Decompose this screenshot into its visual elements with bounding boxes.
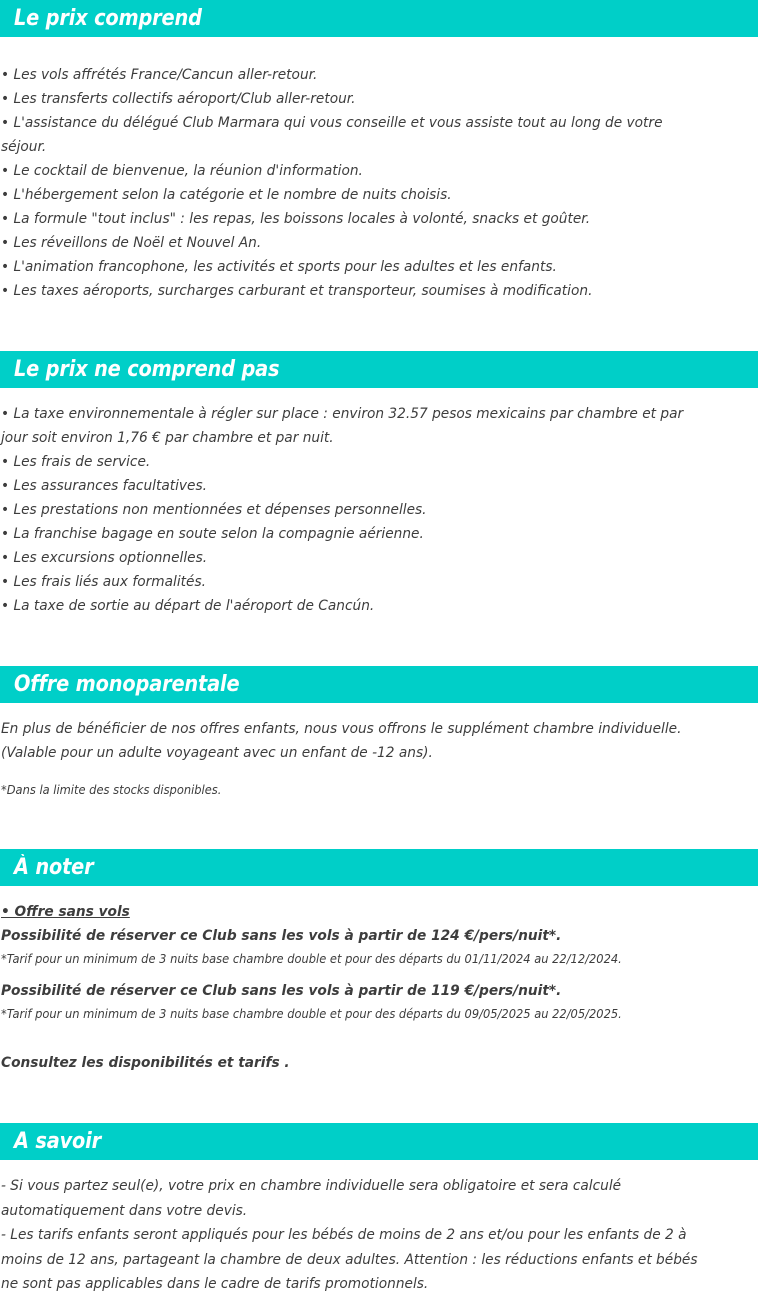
- section-header-le-prix-ne-comprend-pas: [0, 351, 758, 388]
- list-item: • Le cocktail de bienvenue, la réunion d'information.: [1, 162, 363, 179]
- section-title: Le prix ne comprend pas: [14, 356, 280, 382]
- offer-price-spring: Possibilité de réserver ce Club sans les vols à partir de 119 €/pers/nuit*.: [1, 982, 562, 999]
- section-title: A savoir: [14, 1128, 102, 1154]
- section-title: À noter: [14, 854, 94, 880]
- spacer: [1, 1025, 748, 1051]
- section-title: Le prix comprend: [14, 5, 202, 31]
- spacer: [0, 303, 758, 351]
- section-header-a-savoir: [0, 1123, 758, 1160]
- paragraph: (Valable pour un adulte voyageant avec un enfant de -12 ans).: [1, 744, 433, 761]
- list-item: • Les excursions optionnelles.: [1, 549, 208, 566]
- spacer: [0, 1160, 758, 1174]
- footnote: *Dans la limite des stocks disponibles.: [1, 783, 222, 797]
- list-item: • Les prestations non mentionnées et dépenses personnelles.: [1, 501, 427, 518]
- section-body-a-savoir: [0, 1174, 758, 1297]
- list-item: • Les assurances facultatives.: [1, 477, 208, 494]
- paragraph: En plus de bénéficier de nos offres enfants, nous vous offrons le supplément chambre individuelle.: [1, 720, 682, 737]
- section-header-a-noter: [0, 849, 758, 886]
- spacer: [0, 703, 758, 717]
- spacer: [0, 388, 758, 402]
- section-body-le-prix-comprend: [0, 63, 758, 303]
- list-item: • Les frais liés aux formalités.: [1, 573, 206, 590]
- section-header-offre-monoparentale: [0, 666, 758, 703]
- spacer: [0, 37, 758, 63]
- spacer: [0, 886, 758, 900]
- list-item: • La taxe environnementale à régler sur place : environ 32.57 pesos mexicains par chambre et par jour soit environ 1,76 € par chambre et par nuit.: [1, 405, 684, 446]
- spacer: [0, 618, 758, 666]
- spacer: [0, 1075, 758, 1123]
- section-header-le-prix-comprend: [0, 0, 758, 37]
- list-item: • Les réveillons de Noël et Nouvel An.: [1, 234, 262, 251]
- list-item: • Les taxes aéroports, surcharges carburant et transporteur, soumises à modification.: [1, 282, 593, 299]
- spacer: [1, 970, 748, 979]
- list-item: • Les frais de service.: [1, 453, 151, 470]
- list-item: • La formule "tout inclus" : les repas, les boissons locales à volonté, snacks et goûter.: [1, 210, 591, 227]
- list-item: • La taxe de sortie au départ de l'aéroport de Cancún.: [1, 597, 375, 614]
- spacer: [0, 801, 758, 849]
- section-body-offre-monoparentale: [0, 717, 758, 801]
- spacer: [1, 765, 748, 779]
- list-item: • L'animation francophone, les activités et sports pour les adultes et les enfants.: [1, 258, 557, 275]
- section-title: Offre monoparentale: [14, 671, 240, 697]
- offer-note-spring: *Tarif pour un minimum de 3 nuits base chambre double et pour des départs du 09/05/2025 au 22/05/2025.: [1, 1007, 622, 1021]
- list-item: • L'hébergement selon la catégorie et le nombre de nuits choisis.: [1, 186, 452, 203]
- list-item: • Les transferts collectifs aéroport/Club aller-retour.: [1, 90, 356, 107]
- list-item: • L'assistance du délégué Club Marmara qui vous conseille et vous assiste tout au long de votre séjour.: [1, 114, 663, 155]
- list-item: • La franchise bagage en soute selon la compagnie aérienne.: [1, 525, 424, 542]
- offer-note-winter: *Tarif pour un minimum de 3 nuits base chambre double et pour des départs du 01/11/2024 au 22/12/2024.: [1, 952, 622, 966]
- section-body-a-noter: [0, 900, 758, 1075]
- list-item: • Les vols affrétés France/Cancun aller-retour.: [1, 66, 318, 83]
- offer-price-winter: Possibilité de réserver ce Club sans les vols à partir de 124 €/pers/nuit*.: [1, 927, 562, 944]
- offer-label: • Offre sans vols: [1, 903, 130, 920]
- availability-link[interactable]: Consultez les disponibilités et tarifs .: [1, 1054, 290, 1071]
- list-item: - Si vous partez seul(e), votre prix en chambre individuelle sera obligatoire et sera calculé automatiquement dans votre devis.: [1, 1177, 622, 1219]
- section-body-le-prix-ne-comprend-pas: [0, 402, 758, 618]
- list-item: - Les tarifs enfants seront appliqués pour les bébés de moins de 2 ans et/ou pour les enfants de 2 à moins de 12 ans, partageant la chambre de deux adultes. Attention : les réductions enfants et bébés ne sont pas applicables dans le cadre de tarifs promotionnels.: [1, 1226, 698, 1292]
